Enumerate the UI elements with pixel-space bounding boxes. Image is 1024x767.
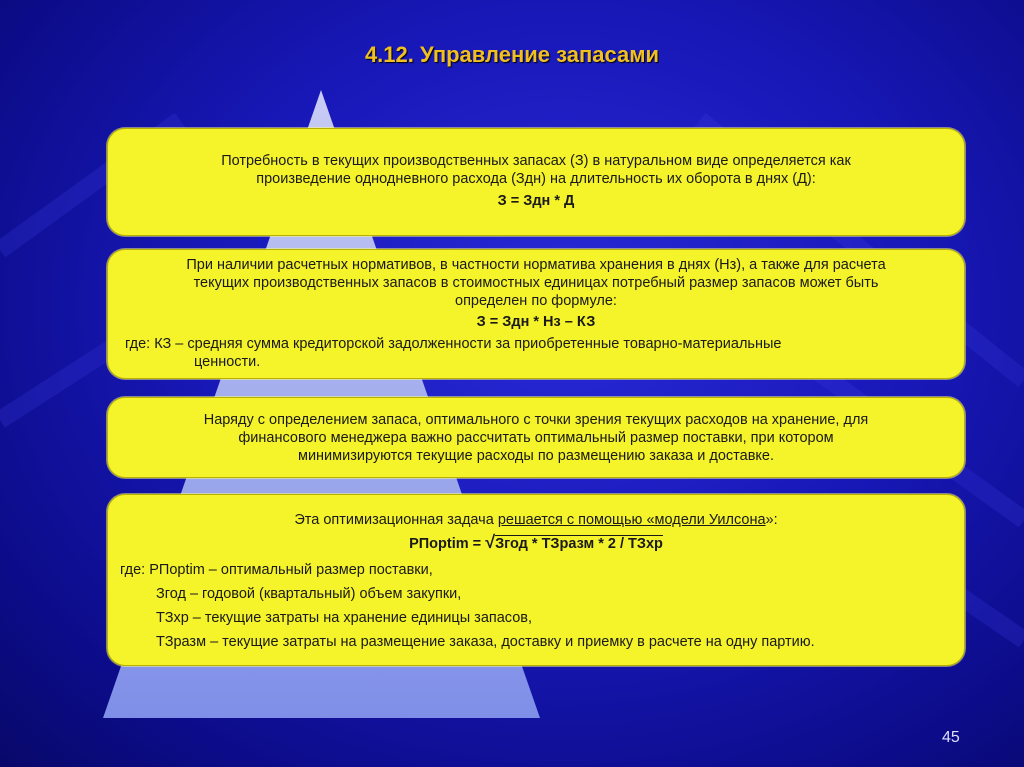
page-number: 45 (942, 729, 960, 746)
box2-note-line-1: где: КЗ – средняя сумма кредиторской задолженности за приобретенные товарно-материальные (125, 336, 782, 352)
info-box-4 (107, 494, 965, 666)
box3-line-2: финансового менеджера важно рассчитать оптимальный размер поставки, при котором (238, 430, 834, 446)
box4-def-1: где: РПoptim – оптимальный размер поставки, (120, 562, 433, 578)
box4-def-3: ТЗхр – текущие затраты на хранение единицы запасов, (156, 610, 533, 626)
slide-title: 4.12. Управление запасами (364, 42, 660, 67)
box4-intro-post: »: (765, 512, 778, 528)
box4-intro-pre: Эта оптимизационная задача (294, 512, 498, 528)
box2-formula: З = Здн * Нз – КЗ (476, 314, 596, 330)
formula-right: Згод * ТЗразм * 2 / ТЗхр (495, 536, 663, 552)
info-box-2 (107, 249, 965, 379)
box2-note-line-2: ценности. (194, 354, 261, 370)
info-box-1 (107, 128, 965, 236)
wilson-model-link[interactable]: модели Уилсона (654, 512, 766, 528)
info-box-3 (107, 397, 965, 478)
box4-intro-underlined: решается с помощью « (497, 512, 655, 528)
formula-left: РПoptim = (409, 536, 486, 552)
box4-def-2: Згод – годовой (квартальный) объем закупки, (156, 586, 462, 602)
box2-line-3: определен по формуле: (455, 293, 617, 309)
box2-line-2: текущих производственных запасов в стоимостных единицах потребный размер запасов может быть (193, 275, 879, 291)
box4-formula (108, 533, 964, 553)
box1-formula: З = Здн * Д (497, 193, 575, 209)
box3-line-3: минимизируются текущие расходы по размещению заказа и доставке. (297, 448, 775, 464)
box1-line-2: произведение однодневного расхода (Здн) на длительность их оборота в днях (Д): (256, 171, 816, 187)
sqrt-icon: √ (485, 532, 496, 552)
box3-line-1: Наряду с определением запаса, оптимального с точки зрения текущих расходов на хранение, для (203, 412, 869, 428)
box2-line-1: При наличии расчетных нормативов, в частности норматива хранения в днях (Нз), а также для расчета (186, 257, 886, 273)
box1-line-1: Потребность в текущих производственных запасах (З) в натуральном виде определяется как (221, 153, 851, 169)
box4-def-4: ТЗразм – текущие затраты на размещение заказа, доставку и приемку в расчете на одну партию. (156, 634, 815, 650)
box4-intro (108, 511, 964, 529)
